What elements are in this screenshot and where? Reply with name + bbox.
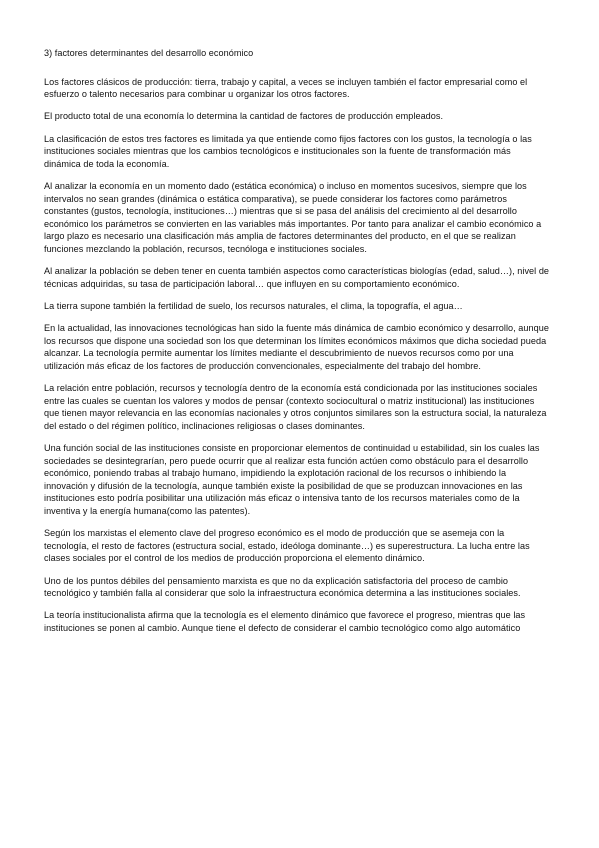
paragraph: Uno de los puntos débiles del pensamiento marxista es que no da explicación satisfactoria del proceso de cambio tecnológico y también falla al considerar que solo la infraestructura económica determina a las instituciones sociales. (44, 575, 521, 599)
paragraph: Al analizar la economía en un momento dado (estática económica) o incluso en momentos sucesivos, siempre que los intervalos no sean grandes (dinámica o estática comparativa), se puede considerar los factores como parámetros constantes (gustos, tecnología, instituciones…) mientras que si se pasa del análisis del crecimiento al del desarrollo económico los parámetros se convierten en las variables más importantes. Por tanto para analizar el cambio económico a largo plazo es necesario una clasificación más amplia de factores determinantes del producto, en el que se realizan funciones mezclando la población, recursos, tecnóloga e instituciones sociales. (44, 180, 542, 254)
paragraph: En la actualidad, las innovaciones tecnológicas han sido la fuente más dinámica de cambio económico y desarrollo, aunque los recursos que dispone una sociedad son los que determinan los límites económicos máximos que dicha sociedad pueda alcanzar. La tecnología permite aumentar los límites mediante el descubrimiento de nuevos recursos como por una utilización más eficaz de los factores de producción convencionales, especialmente del trabajo del hombre. (44, 323, 549, 371)
paragraph: Los factores clásicos de producción: tierra, trabajo y capital, a veces se incluyen también el factor empresarial como el esfuerzo o talento necesarios para combinar u organizar los otros factores. (44, 76, 528, 100)
paragraph: Según los marxistas el elemento clave del progreso económico es el modo de producción que se asemeja con la tecnología, el resto de factores (estructura social, estado, ideóloga dominante…) es superestructura. La lucha entre las clases sociales por el control de los medios de producción proporciona el elemento dinámico. (44, 528, 530, 564)
paragraph: La tierra supone también la fertilidad de suelo, los recursos naturales, el clima, la topografía, el agua… (44, 300, 463, 311)
paragraph: La clasificación de estos tres factores es limitada ya que entiende como fijos factores con los gustos, la tecnología o las instituciones sociales mientras que los cambios tecnológicos e institucionales son la fuente de transformación más dinámica de toda la economía. (44, 133, 532, 169)
paragraph: Al analizar la población se deben tener en cuenta también aspectos como características biologías (edad, salud…), nivel de técnicas adquiridas, su tasa de participación laboral… que influyen en su comportamiento económico. (44, 266, 550, 289)
paragraph: La teoría institucionalista afirma que la tecnología es el elemento dinámico que favorece el progreso, mientras que las instituciones se ponen al cambio. Aunque tiene el defecto de considerar el cambio tecnológico como algo automático (44, 610, 526, 633)
paragraph: El producto total de una economía lo determina la cantidad de factores de producción empleados. (44, 111, 444, 122)
paragraph: Una función social de las instituciones consiste en proporcionar elementos de continuidad u estabilidad, sin los cuales las sociedades se desintegrarían, pero puede ocurrir que al realizar esta función actúen como obstáculo para el desarrollo económico, poniendo trabas al trabajo humano, impidiendo la explotación racional de los recursos o inhibiendo la innovación y difusión de la tecnología, aunque también existe la posibilidad de que se produzcan innovaciones en las instituciones esto podría posibilitar una utilización más eficaz o intensiva tanto de los recursos materiales como de la inventiva y la energía humana(como las patentes). (44, 443, 540, 516)
document-body (44, 47, 550, 644)
paragraph: La relación entre población, recursos y tecnología dentro de la economía está condicionada por las instituciones sociales entre las cuales se cuentan los valores y modos de pensar (contexto sociocultural o matriz institucional) las instituciones que tienen mayor relevancia en las economías nacionales y otros conjuntos similares son la estructura social, la naturaleza del estado o del régimen político, inclinaciones religiosas o clases dominantes. (44, 383, 547, 431)
section-heading: 3) factores determinantes del desarrollo económico (44, 48, 254, 58)
